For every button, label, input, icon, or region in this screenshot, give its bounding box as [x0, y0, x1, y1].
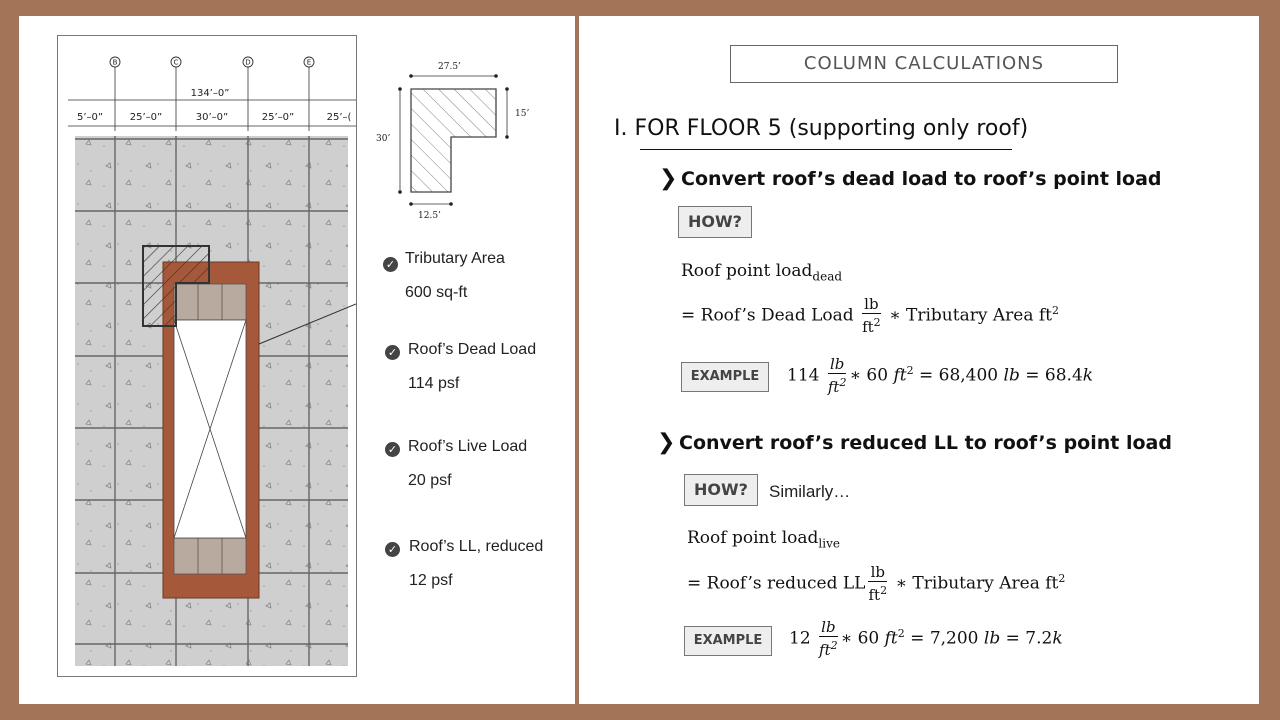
bay-dim-2: 25’–0”	[129, 112, 163, 123]
legend-dead-label: Roof’s Dead Load	[408, 341, 537, 358]
overall-dimension: 134’–0”	[190, 88, 230, 99]
ex2-b: ∗ 60	[840, 628, 885, 649]
formula-rhs-sup: 2	[1051, 303, 1059, 317]
ex2-f: = 7.2	[1000, 628, 1053, 649]
formula2-lhs-text: Roof point load	[687, 528, 819, 548]
ex2-e: lb	[983, 628, 1001, 649]
check-icon: ✓	[385, 542, 400, 557]
ex-den-sup: 2	[839, 376, 847, 389]
how-badge: HOW?	[678, 206, 752, 238]
ex-c: ft	[893, 365, 907, 386]
legend-reduced-label: Roof’s LL, reduced	[409, 538, 544, 555]
formula-rhs-a: = Roof’s Dead Load	[681, 305, 854, 326]
ex-d: = 68,400	[913, 365, 1004, 386]
sketch-dim-left: 30’	[376, 134, 391, 144]
floor-plan	[57, 35, 357, 677]
formula2-lhs-sub: live	[818, 536, 840, 551]
sketch-dim-bottom: 12.5’	[418, 211, 441, 221]
ex2-g: k	[1052, 628, 1063, 649]
check-icon: ✓	[383, 257, 398, 272]
chevron-right-icon: ❯	[657, 430, 676, 455]
heading-underline	[640, 149, 1012, 150]
bay-dim-1: 5’–0”	[76, 112, 104, 123]
ex2-c: ft	[884, 628, 898, 649]
ex2-den-sup: 2	[830, 639, 838, 652]
tributary-area-sketch	[374, 56, 549, 226]
unit-fraction	[862, 296, 881, 336]
ex2-fraction	[819, 619, 838, 659]
frac-den	[862, 314, 881, 336]
bay-dim-5: 25’–(	[326, 112, 352, 123]
legend-live-value: 20 psf	[408, 472, 452, 489]
ex-den-text: ft	[827, 378, 840, 396]
frac-den-sup: 2	[873, 316, 881, 329]
ex-den	[828, 374, 847, 396]
formula-lhs-text: Roof point load	[681, 261, 813, 281]
sketch-dim-top: 27.5’	[438, 62, 461, 72]
formula2-rhs-sup: 2	[1058, 571, 1066, 585]
formula2-rhs-b: ∗ Tributary Area ft	[895, 573, 1059, 594]
formula-lhs-sub: dead	[812, 269, 843, 284]
how-badge: HOW?	[684, 474, 758, 506]
ex-fraction	[828, 356, 847, 396]
section2-example	[789, 619, 1063, 659]
example-badge: EXAMPLE	[684, 626, 772, 656]
section1-formula-rhs	[681, 296, 1059, 336]
section2-formula-rhs	[687, 564, 1065, 604]
section1-formula-lhs	[681, 261, 842, 283]
section1-example	[787, 356, 1093, 396]
ex2-value: 12	[789, 628, 811, 649]
frac2-den	[868, 582, 887, 604]
bay-dim-4: 25’–0”	[261, 112, 295, 123]
grid-bubble-b: B	[112, 58, 118, 67]
unit-fraction	[868, 564, 887, 604]
grid-bubble-e: E	[306, 58, 312, 67]
formula2-rhs-a: = Roof’s reduced LL	[687, 573, 866, 594]
section2-formula-lhs	[687, 528, 840, 550]
ex-e: lb	[1003, 365, 1020, 386]
ex-value: 114	[787, 365, 820, 386]
ex-b: ∗ 60	[849, 365, 894, 386]
section1-heading: Convert roof’s dead load to roof’s point load	[681, 168, 1162, 190]
ex-num: lb	[828, 356, 847, 374]
legend-live-label: Roof’s Live Load	[408, 438, 528, 455]
formula-rhs-b: ∗ Tributary Area ft	[889, 305, 1052, 326]
example-badge: EXAMPLE	[681, 362, 769, 392]
check-icon: ✓	[385, 345, 400, 360]
grid-bubble-d: D	[245, 58, 251, 67]
right-panel	[579, 16, 1259, 704]
left-panel	[19, 16, 575, 704]
legend-tributary-value: 600 sq-ft	[405, 284, 468, 301]
ex2-den	[819, 637, 838, 659]
similarly-text: Similarly…	[769, 482, 851, 501]
ex2-den-text: ft	[819, 641, 831, 659]
ex2-d: = 7,200	[904, 628, 984, 649]
page-title: COLUMN CALCULATIONS	[730, 45, 1118, 83]
ex-f: = 68.4	[1019, 365, 1083, 386]
ex2-c-sup: 2	[897, 626, 905, 640]
legend-tributary-label: Tributary Area	[405, 250, 505, 267]
check-icon: ✓	[385, 442, 400, 457]
frac2-den-text: ft	[868, 586, 881, 604]
ex-g: k	[1082, 365, 1094, 386]
ex2-num: lb	[819, 619, 838, 637]
legend-dead-value: 114 psf	[408, 375, 460, 392]
grid-bubble-c: C	[173, 58, 179, 67]
ex-c-sup: 2	[906, 363, 914, 377]
frac2-den-sup: 2	[880, 584, 888, 597]
section-heading: I. FOR FLOOR 5 (supporting only roof)	[614, 116, 1029, 141]
frac2-num: lb	[868, 564, 887, 582]
section2-heading: Convert roof’s reduced LL to roof’s point load	[679, 432, 1172, 454]
legend-reduced-value: 12 psf	[409, 572, 453, 589]
frac-num: lb	[862, 296, 881, 314]
sketch-dim-right: 15’	[515, 109, 530, 119]
bay-dim-3: 30’–0”	[195, 112, 229, 123]
chevron-right-icon: ❯	[659, 166, 678, 191]
floor-plan-drawing	[58, 36, 356, 676]
frac-den-text: ft	[862, 318, 874, 336]
